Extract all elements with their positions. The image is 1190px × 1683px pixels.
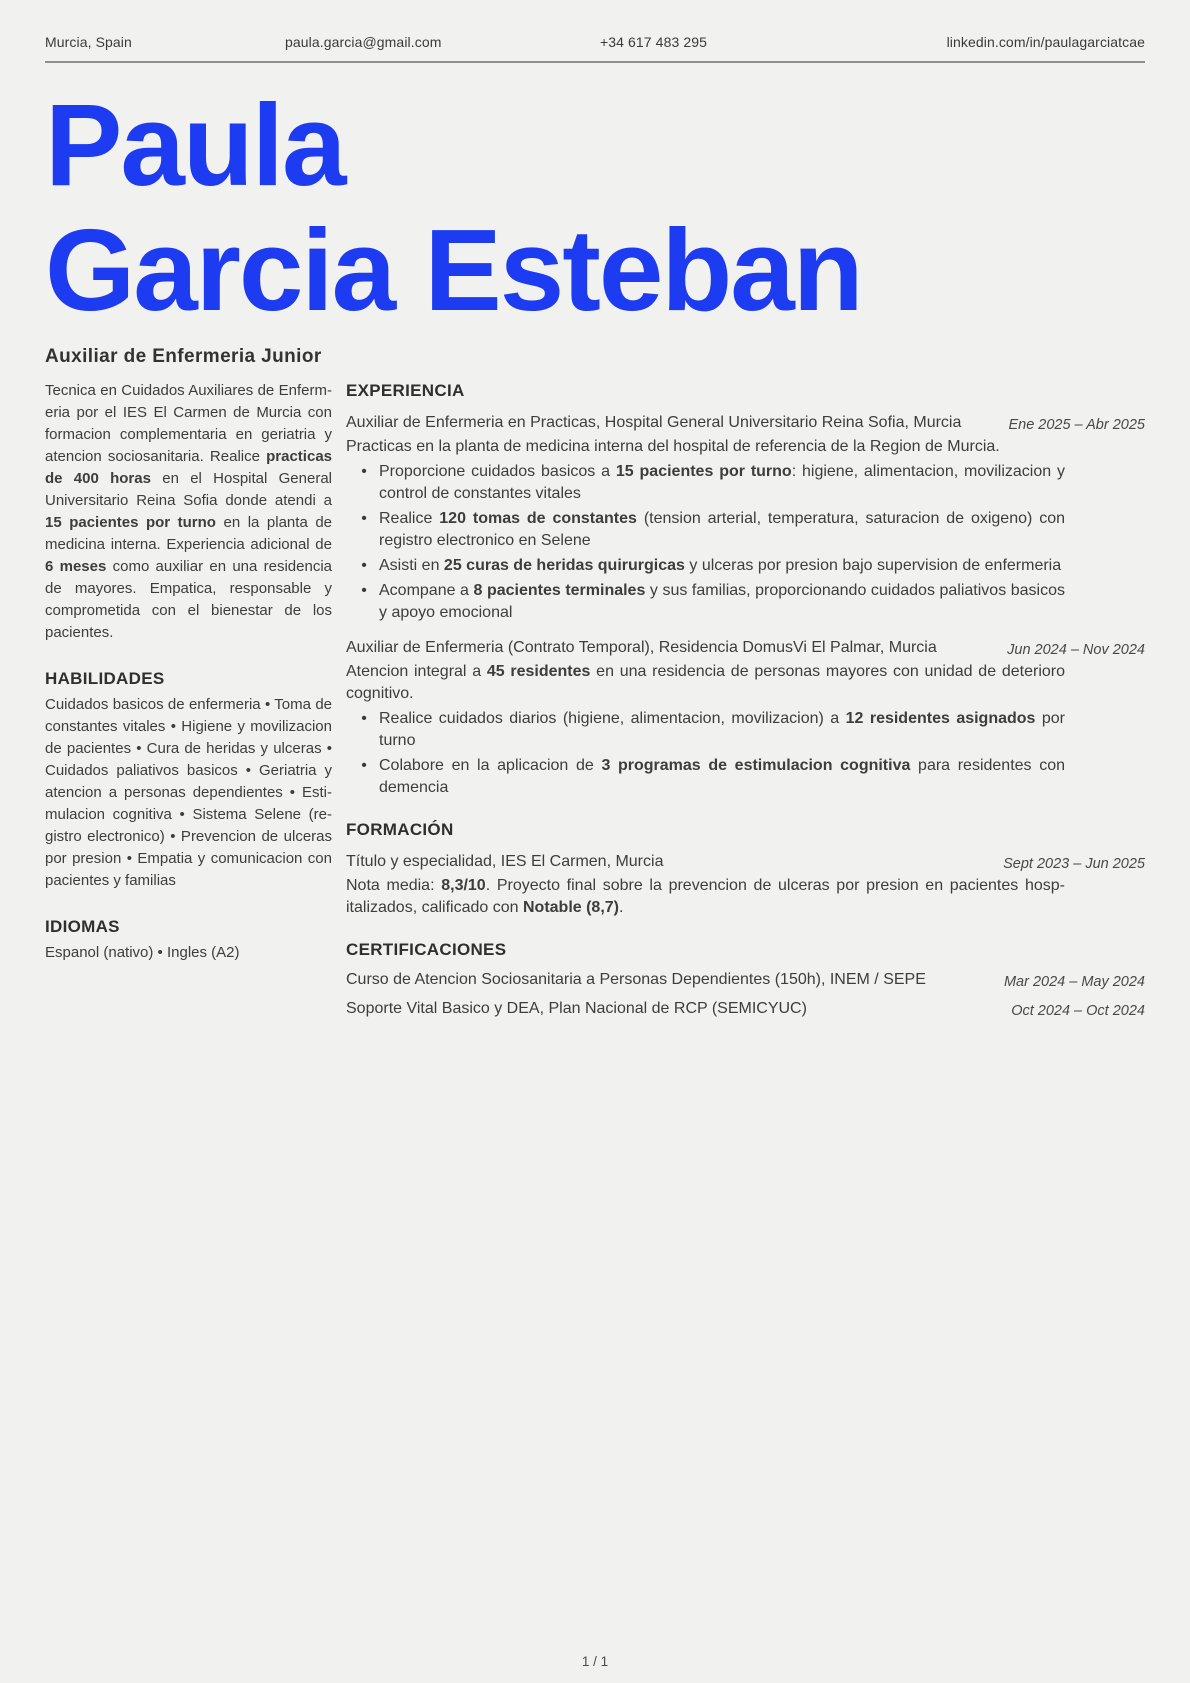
left-column	[45, 380, 332, 964]
certification-date: Oct 2024 – Oct 2024	[1011, 1002, 1145, 1019]
certification-item	[346, 969, 1145, 993]
job-subtitle: Auxiliar de Enfermeria Junior	[45, 345, 322, 367]
job-bullet-list	[346, 461, 1145, 624]
experience-item	[346, 637, 1145, 799]
bullet-text: Proporcione cuidados basicos a 15 pacientes por turno: higiene, alimentacion, movilizacion y control de constantes vitales	[379, 462, 1065, 502]
section-title-habilidades: HABILIDADES	[45, 668, 165, 688]
certification-date: Mar 2024 – May 2024	[1003, 973, 1145, 990]
education-title: Título y especialidad, IES El Carmen, Murcia	[346, 852, 664, 870]
name-heading	[45, 80, 1145, 336]
resume-body	[45, 380, 1145, 1022]
bullet-item	[356, 461, 1065, 505]
section-title-certificaciones: CERTIFICACIONES	[346, 939, 507, 959]
header-divider	[45, 61, 1145, 63]
certification-title: Curso de Atencion Sociosanitaria a Personas Dependientes (150h), INEM / SEPE	[346, 970, 926, 988]
job-date: Jun 2024 – Nov 2024	[1007, 641, 1145, 658]
page-number: 1 / 1	[581, 1654, 609, 1669]
job-date: Ene 2025 – Abr 2025	[1008, 416, 1145, 433]
languages-list: Espanol (nativo) • Ingles (A2)	[45, 943, 240, 961]
bullet-dot: •	[361, 462, 367, 480]
summary-paragraph: Tecnica en Cuidados Auxiliares de Enfermeria por el IES El Carmen de Murcia con formacion complementaria en geriatria y atencion sociosanitaria. Realice practicas de 400 horas en el Hospital General Universitario Reina Sofia donde atendi a 15 pacientes por turno en la planta de medicina interna. Experiencia adicional de 6 meses como auxiliar en una residencia de mayores. Empatica, responsable y comprometida con el bienestar de los pacientes.	[45, 381, 332, 641]
education-section	[346, 819, 1145, 919]
job-description: Atencion integral a 45 residentes en una residencia de personas mayores con unidad de deterioro cognitivo.	[346, 662, 1065, 702]
contact-email: paula.garcia@gmail.com	[285, 34, 442, 50]
bullet-dot: •	[361, 556, 367, 574]
bullet-dot: •	[361, 581, 367, 599]
contact-linkedin: linkedin.com/in/paulagarciatcae	[946, 34, 1145, 50]
bullet-text: Realice cuidados diarios (higiene, alimentacion, movilizacion) a 12 residentes asignados por turno	[379, 709, 1066, 749]
section-title-idiomas: IDIOMAS	[45, 916, 120, 936]
education-date: Sept 2023 – Jun 2025	[1003, 855, 1145, 872]
right-column	[346, 380, 1145, 1022]
education-description: Nota media: 8,3/10. Proyecto final sobre la prevencion de ulceras por presion en pacientes hospitalizados, calificado con Notable (8,7).	[346, 876, 1065, 916]
section-title-experiencia: EXPERIENCIA	[346, 380, 465, 400]
skills-list: Cuidados basicos de enfermeria • Toma de constantes vitales • Higiene y movilizacion de pacientes • Cura de heridas y ulceras • Cuidados paliativos basicos • Geriatria y atencion a personas dependientes • Estimulacion cognitiva • Sistema Selene (registro electronico) • Prevencion de ulceras por presion • Empatia y comunicacion con pacientes y familias	[45, 695, 332, 889]
bullet-item	[356, 580, 1065, 624]
bullet-dot: •	[361, 756, 367, 774]
contact-phone: +34 617 483 295	[600, 34, 707, 50]
bullet-text: Colabore en la aplicacion de 3 programas de estimulacion cognitiva para residentes con demencia	[379, 756, 1066, 796]
section-title-formacion: FORMACIÓN	[346, 819, 454, 839]
name-line-2: Garcia Esteban	[45, 205, 862, 336]
bullet-dot: •	[361, 709, 367, 727]
contact-location: Murcia, Spain	[45, 34, 132, 50]
job-title: Auxiliar de Enfermeria en Practicas, Hospital General Universitario Reina Sofia, Murcia	[346, 413, 962, 431]
bullet-item	[356, 555, 1065, 577]
education-item	[346, 851, 1145, 919]
education-item-header	[346, 851, 1145, 875]
experience-item-header	[346, 412, 1145, 436]
job-bullet-list	[346, 708, 1145, 799]
bullet-text: Asisti en 25 curas de heridas quirurgicas y ulceras por presion bajo supervision de enfermeria	[379, 556, 1062, 574]
certification-title: Soporte Vital Basico y DEA, Plan Nacional de RCP (SEMICYUC)	[346, 999, 807, 1017]
job-description: Practicas en la planta de medicina interna del hospital de referencia de la Region de Murcia.	[346, 437, 1000, 455]
bullet-text: Acompane a 8 pacientes terminales y sus familias, proporcionando cuidados paliativos basicos y apoyo emocional	[379, 581, 1066, 621]
bullet-text: Realice 120 tomas de constantes (tension arterial, temperatura, saturacion de oxigeno) con registro electronico en Selene	[379, 509, 1066, 549]
bullet-dot: •	[361, 509, 367, 527]
bullet-item	[356, 508, 1065, 552]
bullet-item	[356, 755, 1065, 799]
experience-item-header	[346, 637, 1145, 661]
contact-header	[45, 34, 1145, 50]
name-line-1: Paula	[45, 80, 345, 210]
certification-item	[346, 998, 1145, 1022]
experience-item	[346, 412, 1145, 624]
job-title: Auxiliar de Enfermeria (Contrato Temporal), Residencia DomusVi El Palmar, Murcia	[346, 638, 937, 656]
certifications-section	[346, 939, 1145, 1022]
bullet-item	[356, 708, 1065, 752]
